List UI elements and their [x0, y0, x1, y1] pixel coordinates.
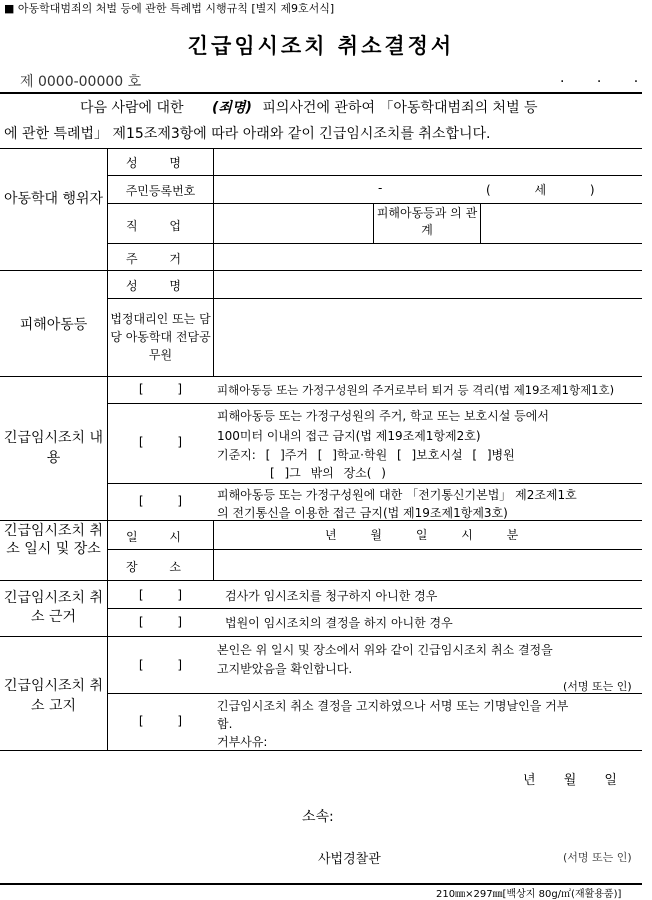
- victim-section-label: 피해아동등: [19, 317, 88, 333]
- notice-item-1b: 고지받았음을 확인합니다.: [217, 662, 353, 676]
- content-item-3a: 피해아동등 또는 가정구성원에 대한 「전기통신기본법」 제2조제1호: [217, 488, 577, 502]
- perpetrator-job-label: 직 업: [126, 219, 195, 233]
- reason-section-label: 긴급임시조치 취소 근거: [3, 590, 104, 625]
- perpetrator-address-label: 주 거: [126, 252, 195, 266]
- page-title: 긴급임시조치 취소결정서: [187, 34, 455, 58]
- content-item-2c: 기준지: [ ]주거 [ ]학교·학원 [ ]보호시설 [ ]병원: [217, 448, 515, 462]
- perpetrator-name-field[interactable]: [214, 150, 641, 174]
- perpetrator-address-field[interactable]: [214, 245, 641, 269]
- guardian-label: 법정대리인 또는 담당 아동학대 전담공무원: [110, 312, 211, 362]
- top-border: [0, 92, 642, 94]
- notice-item-2a: 긴급임시조치 취소 결정을 고지하였으나 서명 또는 기명날인을 거부: [217, 699, 569, 713]
- relation-label: 피해아동등과 의 관계: [376, 206, 478, 237]
- relation-field[interactable]: [481, 205, 641, 242]
- cancel-time-section-label: 긴급임시조치 취소 일시 및 장소: [3, 523, 104, 557]
- notice-item-2c: 거부사유:: [217, 735, 268, 749]
- content-check-3[interactable]: [ ]: [138, 494, 183, 508]
- content-item-3b: 의 전기통신을 이용한 접근 금지(법 제19조제1항제3호): [217, 506, 508, 520]
- notice-check-1[interactable]: [ ]: [138, 658, 183, 672]
- officer-label: 사법경찰관: [318, 852, 381, 867]
- paper-spec: 210㎜×297㎜[백상지 80g/㎡(재활용품)]: [436, 889, 622, 900]
- reason-item-1: 검사가 임시조치를 청구하지 아니한 경우: [225, 589, 438, 603]
- doc-number: 제 0000-00000 호: [20, 74, 142, 90]
- place-label: 장 소: [126, 560, 195, 574]
- footer-date: 년 월 일: [523, 773, 617, 788]
- notice-item-2b: 함.: [217, 717, 233, 731]
- perpetrator-age: ( 세 ): [486, 183, 595, 197]
- notice-check-2[interactable]: [ ]: [138, 714, 183, 728]
- date-dots: . . .: [560, 70, 652, 86]
- intro-line2: 에 관한 특례법」 제15조제3항에 따라 아래와 같이 긴급임시조치를 취소합니다.: [4, 126, 491, 142]
- perpetrator-job-field[interactable]: [214, 205, 372, 242]
- perpetrator-rrn-label: 주민등록번호: [125, 184, 196, 198]
- content-check-1[interactable]: [ ]: [138, 382, 183, 396]
- content-item-1: 피해아동등 또는 가정구성원의 주거로부터 퇴거 등 격리(법 제19조제1항제1호): [217, 383, 615, 397]
- datetime-value: 년 월 일 시 분: [325, 528, 519, 542]
- content-section-label: 긴급임시조치 내용: [3, 430, 104, 466]
- intro-lead: 다음 사람에 대한: [80, 100, 184, 116]
- intro-line1: [80, 97, 538, 117]
- notice-section-label: 긴급임시조치 취소 고지: [3, 678, 104, 714]
- content-item-2b: 100미터 이내의 접근 금지(법 제19조제1항제2호): [217, 429, 481, 443]
- reason-item-2: 법원이 임시조치의 결정을 하지 아니한 경우: [225, 616, 453, 630]
- content-item-2d: [ ]그 밖의 장소( ): [270, 466, 386, 480]
- perpetrator-rrn-field[interactable]: [214, 177, 641, 202]
- affiliation-label: 소속:: [302, 809, 334, 825]
- victim-name-field[interactable]: [214, 272, 641, 297]
- content-item-2a: 피해아동등 또는 가정구성원의 주거, 학교 또는 보호시설 등에서: [217, 409, 549, 423]
- place-field[interactable]: [214, 551, 641, 579]
- reason-check-1[interactable]: [ ]: [138, 588, 183, 602]
- rrn-dash: -: [378, 181, 383, 195]
- intro-tail: 피의사건에 관하여 「아동학대범죄의 처벌 등: [262, 100, 538, 116]
- notice-item-1a: 본인은 위 일시 및 장소에서 위와 같이 긴급임시조치 취소 결정을: [217, 643, 553, 657]
- officer-sign: (서명 또는 인): [563, 851, 632, 864]
- notice-sign-1: (서명 또는 인): [563, 680, 632, 693]
- form-reference: ■ 아동학대범죄의 처벌 등에 관한 특례법 시행규칙 [별지 제9호서식]: [4, 2, 335, 15]
- guardian-field[interactable]: [214, 300, 641, 375]
- perpetrator-section-label: 아동학대 행위자: [3, 191, 104, 207]
- offense-name: (죄명): [212, 100, 252, 116]
- perpetrator-name-label: 성 명: [126, 156, 195, 170]
- reason-check-2[interactable]: [ ]: [138, 615, 183, 629]
- victim-name-label: 성 명: [126, 279, 195, 293]
- datetime-label: 일 시: [126, 530, 195, 544]
- content-check-2[interactable]: [ ]: [138, 435, 183, 449]
